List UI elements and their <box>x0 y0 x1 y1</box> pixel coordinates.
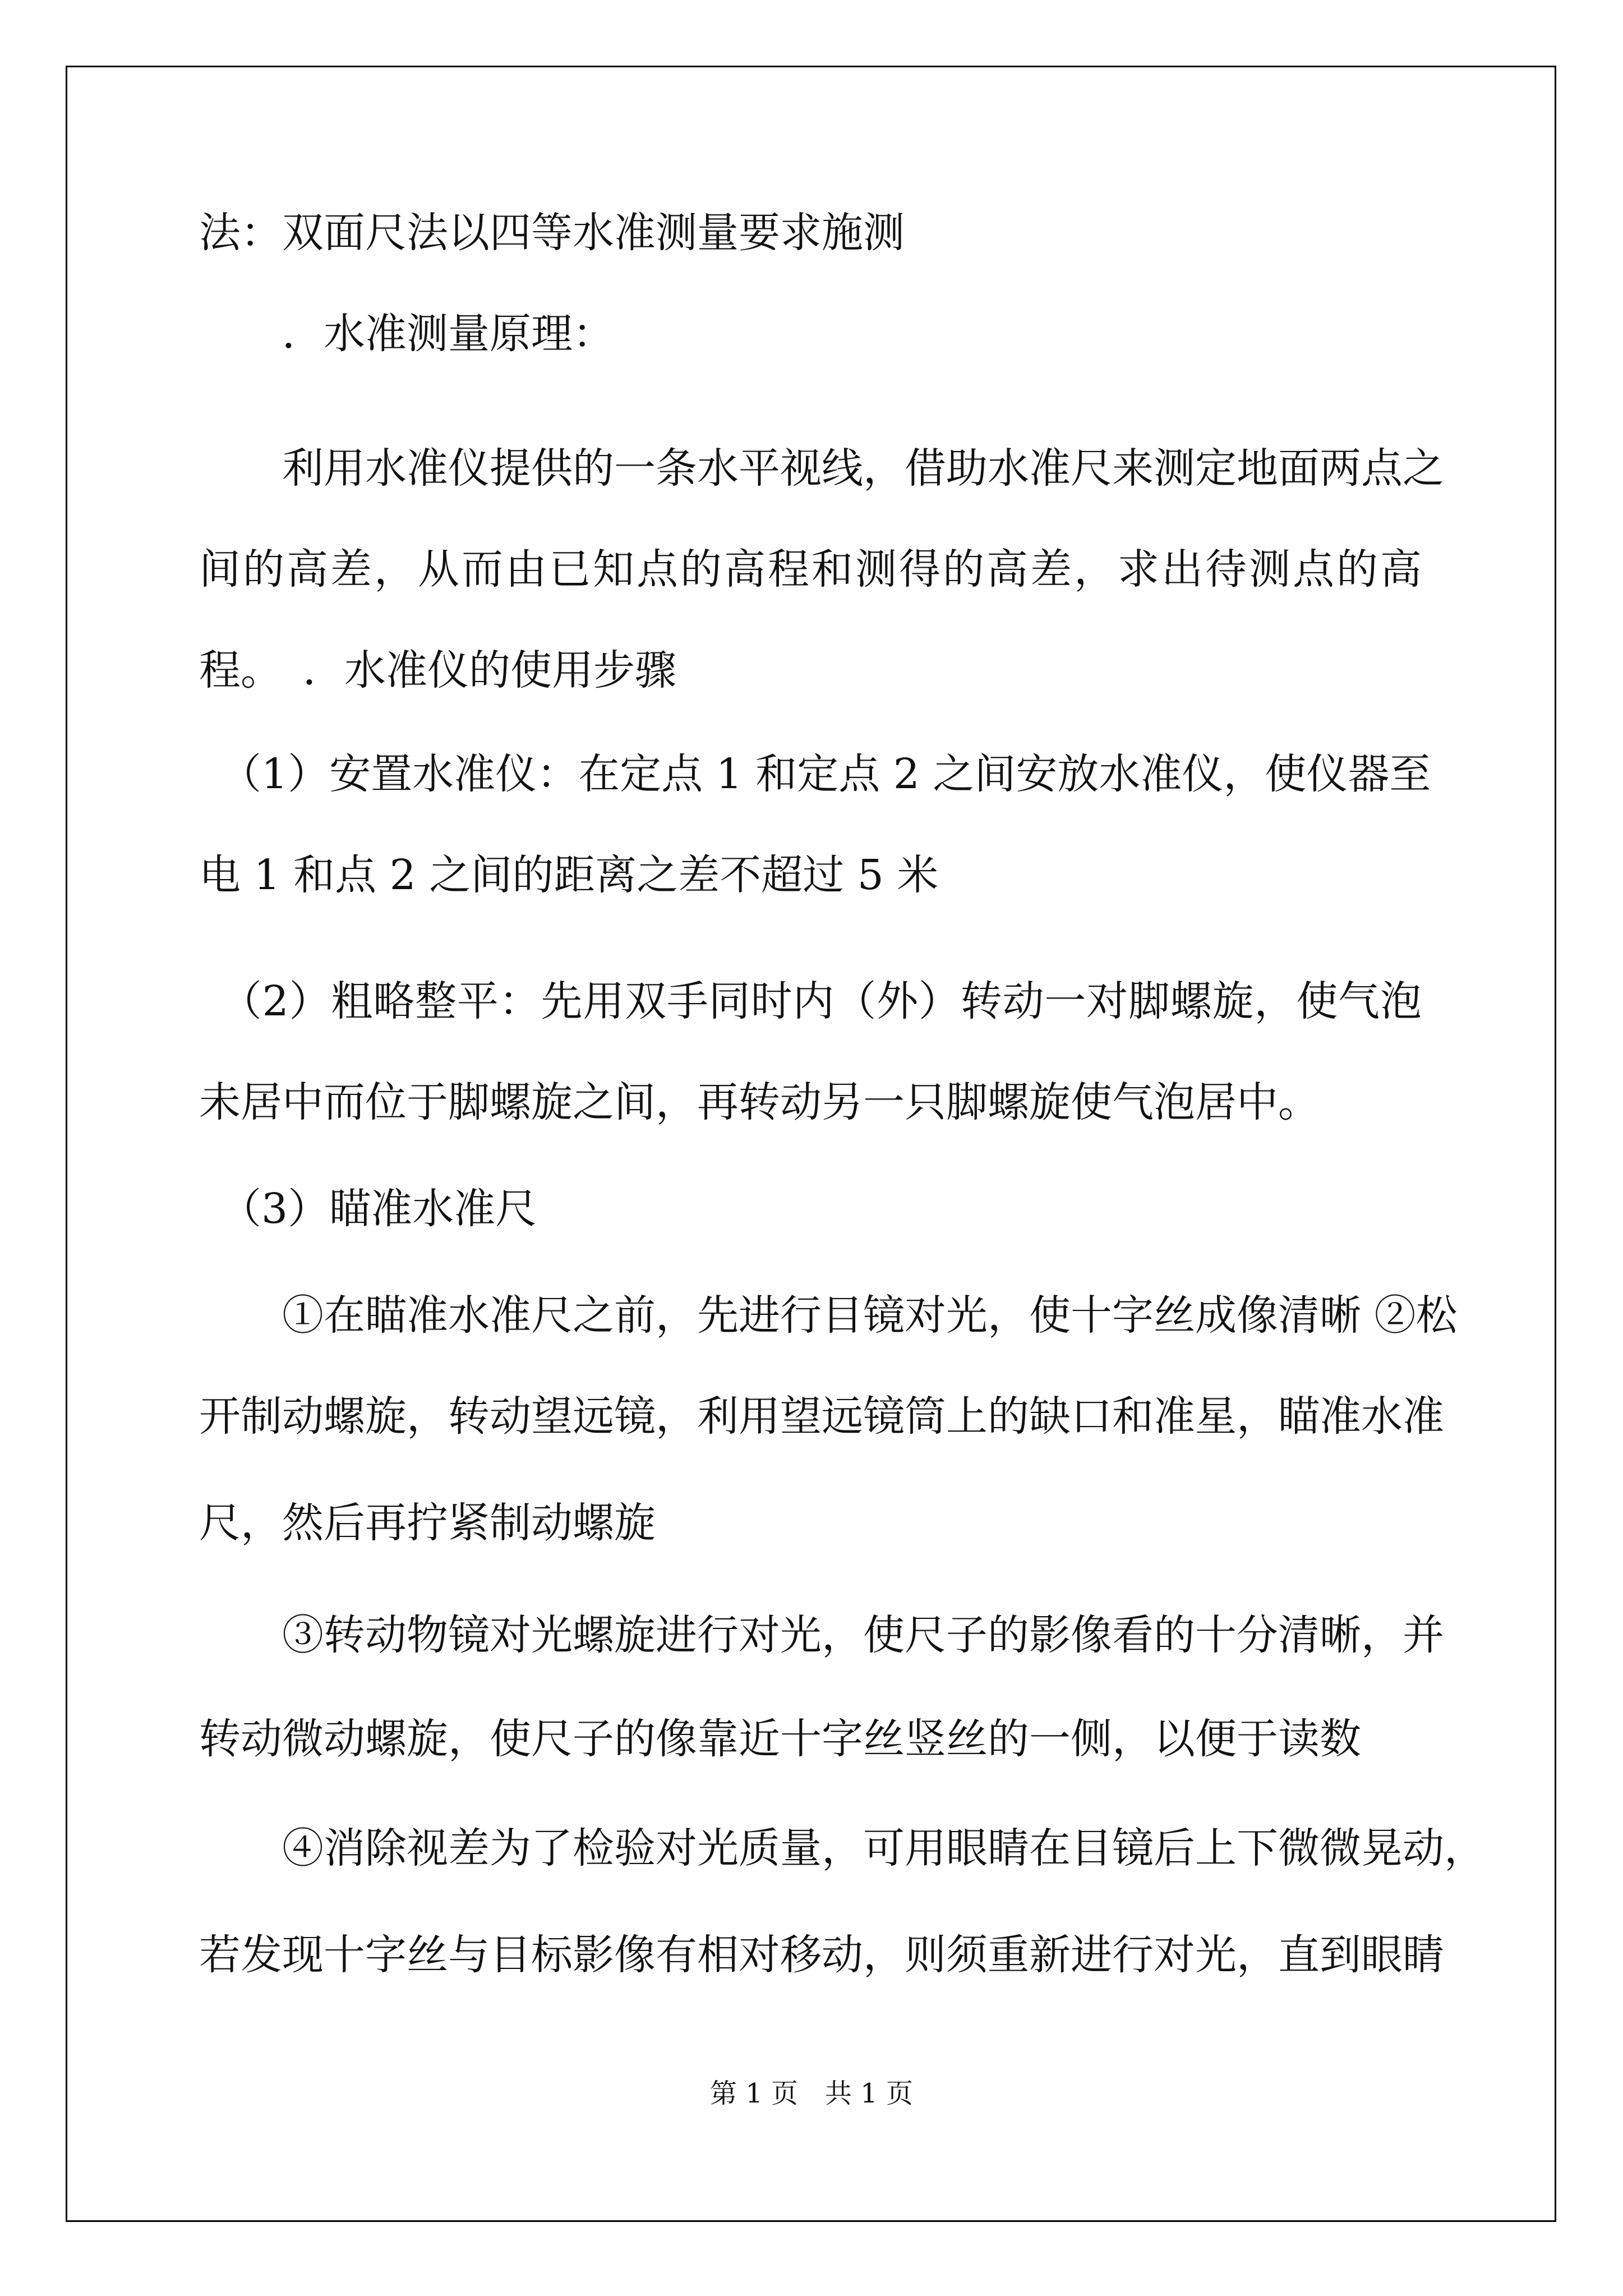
text-line: ④消除视差为了检验对光质量，可用眼睛在目镜后上下微微晃动， <box>199 1824 1486 1872</box>
page-border <box>66 66 1556 2222</box>
text-line: 若发现十字丝与目标影像有相对移动，则须重新进行对光，直到眼睛 <box>199 1931 1444 1979</box>
text-line: ③转动物镜对光螺旋进行对光，使尺子的影像看的十分清晰，并 <box>199 1611 1444 1659</box>
text-line: 转动微动螺旋，使尺子的像靠近十字丝竖丝的一侧，以便于读数 <box>199 1715 1361 1763</box>
page-footer: 第 1 页 共 1 页 <box>709 2078 914 2109</box>
text-line: 法：双面尺法以四等水准测量要求施测 <box>199 209 905 257</box>
text-line: （2）粗略整平：先用双手同时内（外）转动一对脚螺旋，使气泡 <box>199 977 1422 1025</box>
text-line: 利用水准仪提供的一条水平视线，借助水准尺来测定地面两点之 <box>199 444 1444 493</box>
text-line: （1）安置水准仪：在定点 1 和定点 2 之间安放水准仪，使仪器至 <box>199 750 1431 798</box>
text-line: 程。 ．水准仪的使用步骤 <box>199 646 676 694</box>
text-line: 未居中而位于脚螺旋之间，再转动另一只脚螺旋使气泡居中。 <box>199 1078 1320 1126</box>
text-line: ．水准测量原理： <box>199 310 614 358</box>
text-line: 电 1 和点 2 之间的距离之差不超过 5 米 <box>199 851 939 899</box>
text-line: ①在瞄准水准尺之前，先进行目镜对光，使十字丝成像清晰 ②松 <box>199 1291 1458 1340</box>
text-line: 尺，然后再拧紧制动螺旋 <box>199 1499 656 1547</box>
text-line: （3）瞄准水准尺 <box>199 1185 537 1233</box>
text-line: 间的高差，从而由已知点的高程和测得的高差，求出待测点的高 <box>199 545 1422 593</box>
text-line: 开制动螺旋，转动望远镜，利用望远镜筒上的缺口和准星，瞄准水准 <box>199 1392 1444 1441</box>
